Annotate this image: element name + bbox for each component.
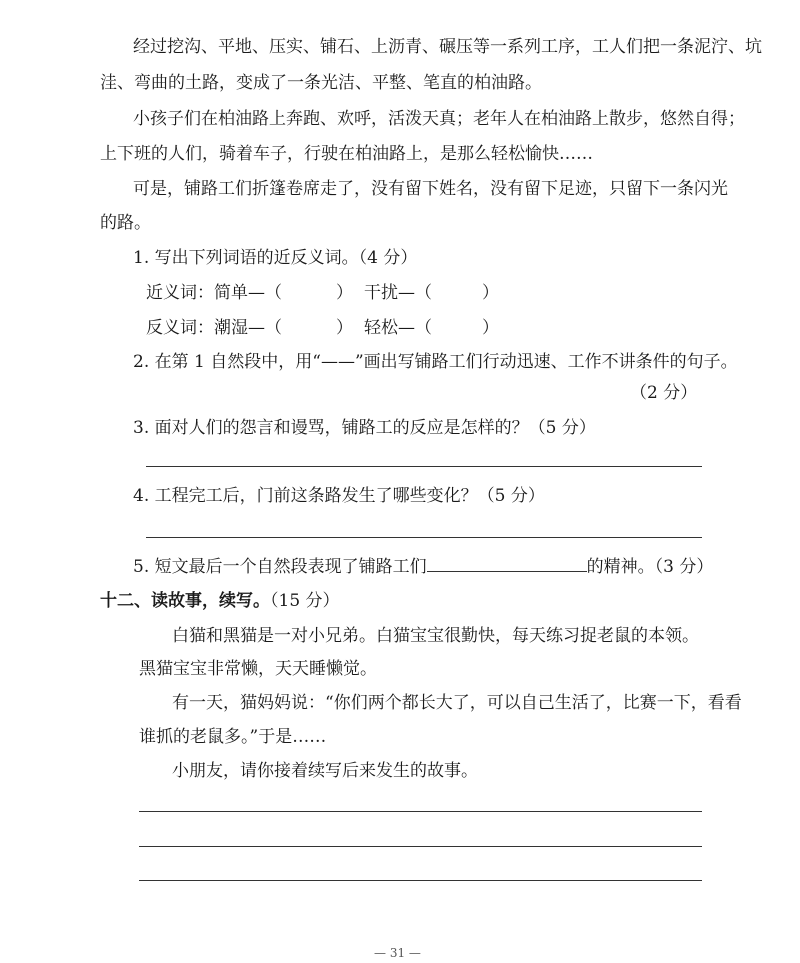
q1-close-paren-3: ）	[336, 318, 353, 338]
question-5	[133, 555, 713, 577]
q1-synonym-label: 近义词：简单—（	[146, 283, 282, 303]
section-12-heading-row	[100, 591, 340, 611]
passage-p2-line2: 上下班的人们，骑着车子，行驶在柏油路上，是那么轻松愉快……	[100, 144, 593, 164]
q1-antonym-word2	[364, 318, 499, 338]
story-p1-line2: 黑猫宝宝非常懒，天天睡懒觉。	[139, 659, 377, 679]
q1-synonym-word2	[364, 283, 499, 303]
question-3: 3. 面对人们的怨言和谩骂，铺路工的反应是怎样的？（5 分）	[133, 418, 596, 438]
q1-antonym-label: 反义词：潮湿—（	[146, 318, 282, 338]
q1-synonym-row	[146, 283, 353, 303]
section-12-heading: 十二、读故事，续写。	[100, 591, 270, 611]
passage-p3-line2: 的路。	[100, 213, 151, 233]
writing-line-2[interactable]	[139, 846, 702, 847]
q1-antonym-row	[146, 318, 353, 338]
story-p2-line1: 有一天，猫妈妈说：“你们两个都长大了，可以自己生活了，比赛一下，看看	[172, 693, 742, 713]
page-number: — 31 —	[374, 946, 421, 960]
section-12-score: （15 分）	[270, 591, 340, 611]
writing-line-3[interactable]	[139, 880, 702, 881]
writing-line-1[interactable]	[139, 811, 702, 812]
answer-line-q4[interactable]	[146, 537, 702, 538]
q1-synonym-word2-label: 干扰—（	[364, 283, 432, 303]
question-5-blank[interactable]	[427, 555, 587, 572]
q1-antonym-word2-label: 轻松—（	[364, 318, 432, 338]
story-p2-line2: 谁抓的老鼠多。”于是……	[139, 727, 327, 747]
question-1: 1. 写出下列词语的近反义词。（4 分）	[133, 248, 418, 268]
q1-close-paren-2: ）	[482, 283, 499, 303]
question-5-text-before: 5. 短文最后一个自然段表现了铺路工们	[133, 557, 427, 577]
story-p1-line1: 白猫和黑猫是一对小兄弟。白猫宝宝很勤快，每天练习捉老鼠的本领。	[172, 626, 699, 646]
question-4: 4. 工程完工后，门前这条路发生了哪些变化？（5 分）	[133, 486, 545, 506]
passage-p1-line2: 洼、弯曲的土路，变成了一条光洁、平整、笔直的柏油路。	[100, 73, 542, 93]
story-instruction: 小朋友，请你接着续写后来发生的故事。	[172, 761, 478, 781]
question-2: 2. 在第 1 自然段中，用“——”画出写铺路工们行动迅速、工作不讲条件的句子。	[133, 352, 738, 372]
answer-line-q3[interactable]	[146, 466, 702, 467]
passage-p3-line1: 可是，铺路工们折篷卷席走了，没有留下姓名，没有留下足迹，只留下一条闪光	[133, 179, 728, 199]
passage-p1-line1: 经过挖沟、平地、压实、铺石、上沥青、碾压等一系列工序，工人们把一条泥泞、坑	[133, 37, 762, 57]
q1-close-paren-4: ）	[482, 318, 499, 338]
question-2-score: （2 分）	[630, 383, 698, 403]
question-5-text-after: 的精神。（3 分）	[586, 557, 714, 577]
passage-p2-line1: 小孩子们在柏油路上奔跑、欢呼，活泼天真；老年人在柏油路上散步，悠然自得；	[133, 109, 745, 129]
q1-close-paren: ）	[336, 283, 353, 303]
